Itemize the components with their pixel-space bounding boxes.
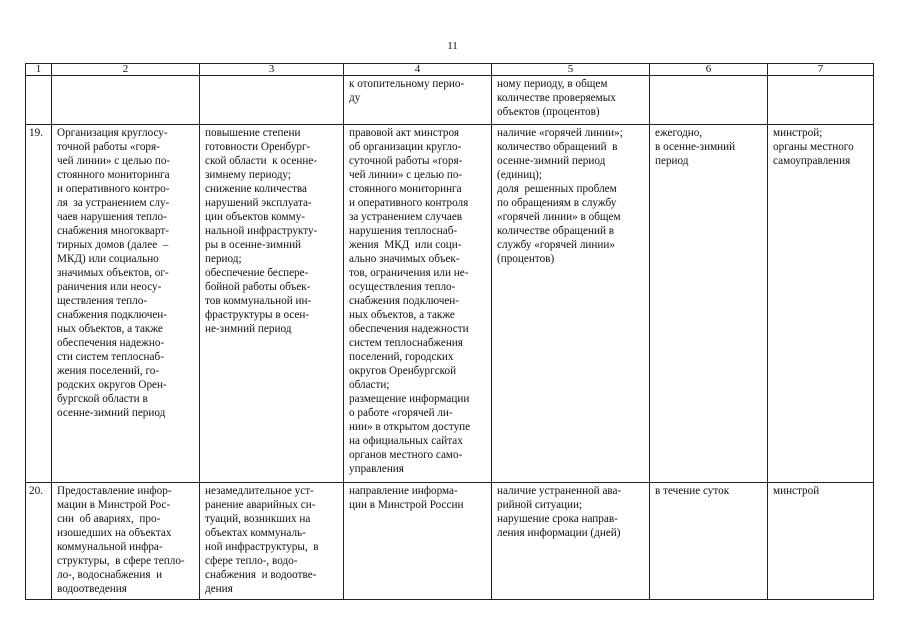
column-header: 5 (492, 64, 650, 76)
measure-cell (52, 76, 200, 125)
column-header: 4 (344, 64, 492, 76)
column-header: 6 (650, 64, 768, 76)
responsible-cell: минстрой (768, 483, 874, 600)
column-header: 7 (768, 64, 874, 76)
column-number-header-row (26, 64, 874, 76)
row-number: 20. (26, 483, 52, 600)
document-cell: направление информа- ции в Минстрой России (344, 483, 492, 600)
deadline-cell (650, 76, 768, 125)
deadline-cell: в течение суток (650, 483, 768, 600)
deadline-cell: ежегодно, в осенне-зимний период (650, 125, 768, 483)
document-cell: к отопительному перио- ду (344, 76, 492, 125)
measures-table (25, 63, 874, 600)
indicator-cell: ному периоду, в общем количестве проверяемых объектов (процентов) (492, 76, 650, 125)
table-row (26, 483, 874, 600)
table-row (26, 76, 874, 125)
column-header: 2 (52, 64, 200, 76)
row-number: 19. (26, 125, 52, 483)
page-number: 11 (447, 40, 458, 52)
indicator-cell: наличие устраненной ава- рийной ситуации; нарушение срока направ- ления информации (дней) (492, 483, 650, 600)
column-header: 3 (200, 64, 344, 76)
column-header: 1 (26, 64, 52, 76)
result-cell (200, 76, 344, 125)
result-cell: повышение степени готовности Оренбург- ской области к осенне- зимнему периоду; снижение количества нарушений эксплуата- ции объектов комму- нальной инфраструкту- ры в осенне-зимний период; обеспечение беспере- бойной работы объек- тов коммунальной ин- фраструктуры в осен- не-зимний период (200, 125, 344, 483)
indicator-cell: наличие «горячей линии»; количество обращений в осенне-зимний период (единиц); доля решенных проблем по обращениям в службу «горячей линии» в общем количестве обращений в службу «горячей линии» (процентов) (492, 125, 650, 483)
result-cell: незамедлительное уст- ранение аварийных си- туаций, возникших на объектах коммуналь- ной инфраструктуры, в сфере тепло-, водо- снабжения и водоотве- дения (200, 483, 344, 600)
row-number (26, 76, 52, 125)
table-row (26, 125, 874, 483)
responsible-cell (768, 76, 874, 125)
measure-cell: Организация круглосу- точной работы «горя- чей линии» с целью по- стоянного мониторинга и оперативного контро- ля за устранением слу- чаев нарушения тепло- снабжения многокварт- тирных домов (далее – МКД) или социально значимых объектов, ог- раничения или неосу- ществления тепло- снабжения подключен- ных объектов, а также обеспечения надежно- сти систем теплоснаб- жения поселений, го- родских округов Орен- бургской области в осенне-зимний период (52, 125, 200, 483)
responsible-cell: минстрой; органы местного самоуправления (768, 125, 874, 483)
measure-cell: Предоставление инфор- мации в Минстрой Рос- сии об авариях, про- изошедших на объектах коммунальной инфра- структуры, в сфере тепло- ло-, водоснабжения и водоотведения (52, 483, 200, 600)
document-cell: правовой акт минстроя об организации круглo- суточной работы «горя- чей линии» с целью по- стоянного мониторинга и оперативного контроля за устранением случаев нарушения теплоснаб- жения МКД или соци- ально значимых объек- тов, ограничения или не- осуществления тепло- снабжения подключен- ных объектов, а также обеспечения надежности систем теплоснабжения поселений, городских округов Оренбургской области; размещение информации о работе «горячей ли- нии» в открытом доступе на официальных сайтах органов местного само- управления (344, 125, 492, 483)
